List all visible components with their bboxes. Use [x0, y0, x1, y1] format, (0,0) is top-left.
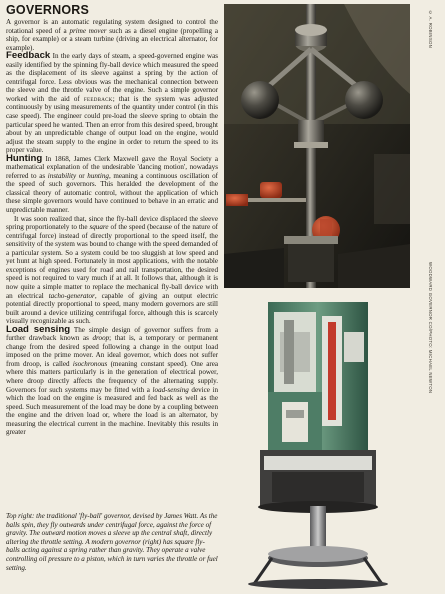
body-text: ; that is, a temporary or permanent change from the desired speed following a change in the output load imposed on the prime mover. An ideal governor, which does not suffer from droop, is called — [6, 334, 219, 368]
body-text: such as a diesel engine (propelling a ship, for example) or a steam turbine (driving an electrical alternator, for example). — [6, 26, 218, 52]
body-text: A governor is an automatic regulating system designed to control the rotational speed of a — [6, 18, 218, 35]
body-text: ; that is the system was adjusted continuously by using measurements of the quantity under control (in this case speed). The engineer could pre-load the sleeve spring to obtain the particular speed he wanted. Then an error from this desired speed, brought about by an unpredictable change of output load on the engine, would adjust the steam supply to the engine in order to return the speed to its proper value. — [6, 94, 219, 155]
paragraph-flyball — [6, 215, 218, 326]
flyball-governor-photo — [224, 4, 410, 288]
emphasis-text: load-sensing — [152, 385, 189, 394]
photo-caption: Top right: the traditional 'fly-ball' governor, devised by James Watt. As the balls spin, they fly outwards under centrifugal force, against the force of gravity. The outward motion moves a sleeve up the central shaft, directly altering the throttle setting. A modern governor (right) has square fly-balls acting against a spring rather than gravity. They operate a valve controlling oil pressure to a piston, which in turn varies the throttle or fuel setting. — [6, 512, 218, 572]
emphasis-text: tacho-generator — [48, 291, 95, 300]
modern-governor-photo — [224, 292, 410, 590]
section-heading: Load sensing — [6, 323, 71, 335]
photo-credit-bottom: WOODWARD GOVERNOR CO/PHOTO: MICHAEL NEWTON — [428, 262, 433, 394]
page-title: GOVERNORS — [6, 3, 90, 17]
paragraph-feedback — [6, 52, 218, 155]
body-text: In 1868, James Clerk Maxwell gave the Royal Society a mathematical explanation of the undesirable 'dancing motion', nowadays referred to as — [6, 154, 218, 180]
emphasis-text: hunting — [87, 171, 109, 180]
body-text: (meaning constant speed). One area where this matters particularly is in the generation of electrical power, where droop directly affects the frequency of the alternating supply. Governors for such systems may be fitted with a — [6, 359, 218, 394]
photo-credit-top: © A. ROBINSON — [428, 10, 433, 49]
article-body — [6, 4, 218, 437]
section-heading: Hunting — [6, 152, 43, 164]
emphasis-text: isochronous — [72, 359, 108, 368]
emphasis-text: square — [89, 223, 109, 232]
body-text: or — [76, 171, 88, 180]
body-text: device in which the load on the engine is measured and fed back as well as the speed. Such measurement of the load may be done by a coupling between the engine and the driven load or, where the load is an alternator, by measuring the electrical current in the machine. Inevitably this results in greater — [6, 385, 218, 437]
paragraph-load-sensing — [6, 323, 219, 437]
emphasis-text: prime mover — [69, 26, 107, 35]
body-text: In the early days of steam, a speed-governed engine was easily identified by the spinning fly-ball device which measured the speed as the displacement of its sleeve against a spring by the action of centrifugal force. Less obvious was the mechanical connection between the sleeve and the throttle valve of the engine. Such a simple governor worked with the aid of — [6, 52, 218, 103]
section-heading: Feedback — [6, 50, 51, 62]
emphasis-text: instability — [47, 171, 77, 180]
body-text: feedback — [83, 94, 113, 103]
body-text: , meaning a continuous oscillation of the speed of such governors. This heralded the development of the classical theory of automatic control, without the application of which these simple governors would have continued to behave in an erratic and unpredictable manner. — [6, 171, 218, 215]
body-text: It was soon realized that, since the fly-ball device displaced the sleeve spring proportionately to the — [6, 214, 218, 232]
body-text: The simple design of governor suffers from a further drawback known as — [6, 325, 218, 343]
emphasis-text: droop — [92, 334, 110, 343]
paragraph-intro — [6, 18, 218, 52]
body-text: , capable of giving an output electric potential directly proportional to speed, many modern governors are still built around a device utilizing centrifugal force, although this is scarcely visually recognizable as such. — [6, 291, 219, 326]
body-text: of the speed (because of the nature of centrifugal force) instead of directly proportional to the speed itself, the sensitivity of the system was bound to change with the speed demanded of a particular system. So a system could be too sluggish at low speed and yet hunt at high speed. Fortunately in most applications, with the notable exceptions of engines used for road and rail transportation, the desired speed is not required to vary much if at all. It follows that, although it is now quite a simple matter to replace the mechanical fly-ball device with an electrical — [6, 223, 218, 300]
paragraph-hunting — [6, 152, 218, 215]
